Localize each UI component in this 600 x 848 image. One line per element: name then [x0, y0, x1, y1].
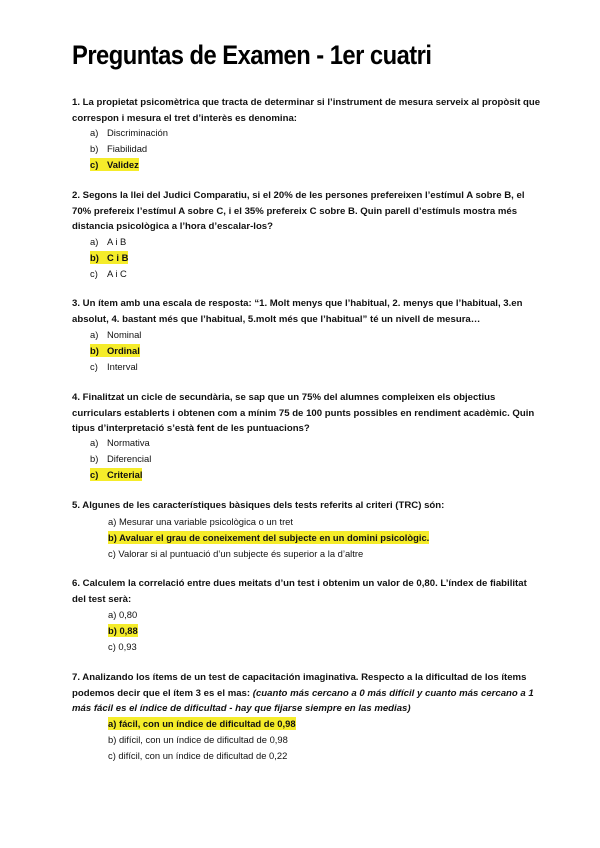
- option-7c: c) difícil, con un índice de dificultad de 0,22: [108, 750, 288, 761]
- page-title: Preguntas de Examen - 1er cuatri: [72, 40, 432, 70]
- question-6-text: 6. Calculem la correlació entre dues meitats d’un test i obtenim un valor de 0,80. L’índex de fiabilitat del test serà:: [72, 578, 527, 605]
- question-5-options: [108, 514, 429, 562]
- option-4b: b) Diferencial: [90, 453, 152, 464]
- option-4c-correct: c) Criterial: [90, 469, 143, 480]
- option-1b: b) Fiabilidad: [90, 143, 148, 154]
- question-5-text: 5. Algunes de les característiques bàsiques dels tests referits al criteri (TRC) són:: [72, 500, 445, 511]
- option-1a: a) Discriminación: [90, 127, 168, 138]
- question-1-text: 1. La propietat psicomètrica que tracta de determinar si l’instrument de mesura serveix al propòsit que correspon i mesura el tret d’interès es denomina:: [72, 97, 541, 124]
- question-2-options: [90, 234, 128, 282]
- question-7-text: 7. Analizando los ítems de un test de capacitación imaginativa. Respecto a la dificultad de los ítems podemos decir que el ítem 3 es el mas: (cuanto más cercano a 0 más difícil y cuanto más cercano a 1 más fácil es el índice de dificultad - hay que fijarse siempre en las medias): [72, 672, 534, 714]
- question-4-options: [90, 435, 151, 483]
- option-3b-correct: b) Ordinal: [90, 345, 140, 356]
- question-3-text: 3. Un ítem amb una escala de resposta: “1. Molt menys que l’habitual, 2. menys que l’habitual, 3.en absolut, 4. bastant més que l’habitual, 5.molt més que l’habitual” té un nivell de mesura…: [72, 298, 523, 325]
- option-2c: c) A i C: [90, 268, 127, 279]
- option-7b: b) difícil, con un índice de dificultad de 0,98: [108, 734, 288, 745]
- option-2a: a) A i B: [90, 236, 127, 247]
- question-7-note: (cuanto más cercano a 0 más difícil y cuanto más cercano a 1 más fácil es el índice de dificultad - hay que fijarse siempre en las medias): [72, 687, 534, 714]
- option-4a: a) Normativa: [90, 437, 150, 448]
- option-3a: a) Nominal: [90, 329, 142, 340]
- option-5c: c) Valorar si al puntuació d’un subjecte és superior a la d’altre: [108, 548, 364, 559]
- option-7a-correct: a) fácil, con un índice de dificultad de 0,98: [108, 718, 296, 729]
- question-4-text: 4. Finalitzat un cicle de secundària, se sap que un 75% del alumnes compleixen els objectius curriculars establerts i obtenen com a mínim 75 de 100 punts possibles en rendiment acadèmic. Quin tipus d’interpretació s’està fent de les puntuacions?: [72, 392, 535, 434]
- question-2-text: 2. Segons la llei del Judici Comparatiu, si el 20% de les persones prefereixen l’estímul A sobre B, el 70% prefereix l’estímul A sobre C, i el 35% prefereix C sobre B. Quin parell d’estímuls mostra més distancia psicològica a l’hora d’escalar-los?: [72, 190, 525, 232]
- question-6-options: [108, 607, 138, 655]
- question-1-options: [90, 125, 168, 173]
- question-7-options: [108, 716, 296, 764]
- option-3c: c) Interval: [90, 361, 138, 372]
- option-6a: a) 0,80: [108, 609, 138, 620]
- option-5b-correct: b) Avaluar el grau de coneixement del subjecte en un domini psicològic.: [108, 532, 430, 543]
- option-6b-correct: b) 0,88: [108, 625, 138, 636]
- option-2b-correct: b) C i B: [90, 252, 129, 263]
- option-6c: c) 0,93: [108, 641, 137, 652]
- option-1c-correct: c) Validez: [90, 159, 139, 170]
- option-5a: a) Mesurar una variable psicològica o un tret: [108, 516, 294, 527]
- question-3-options: [90, 327, 141, 375]
